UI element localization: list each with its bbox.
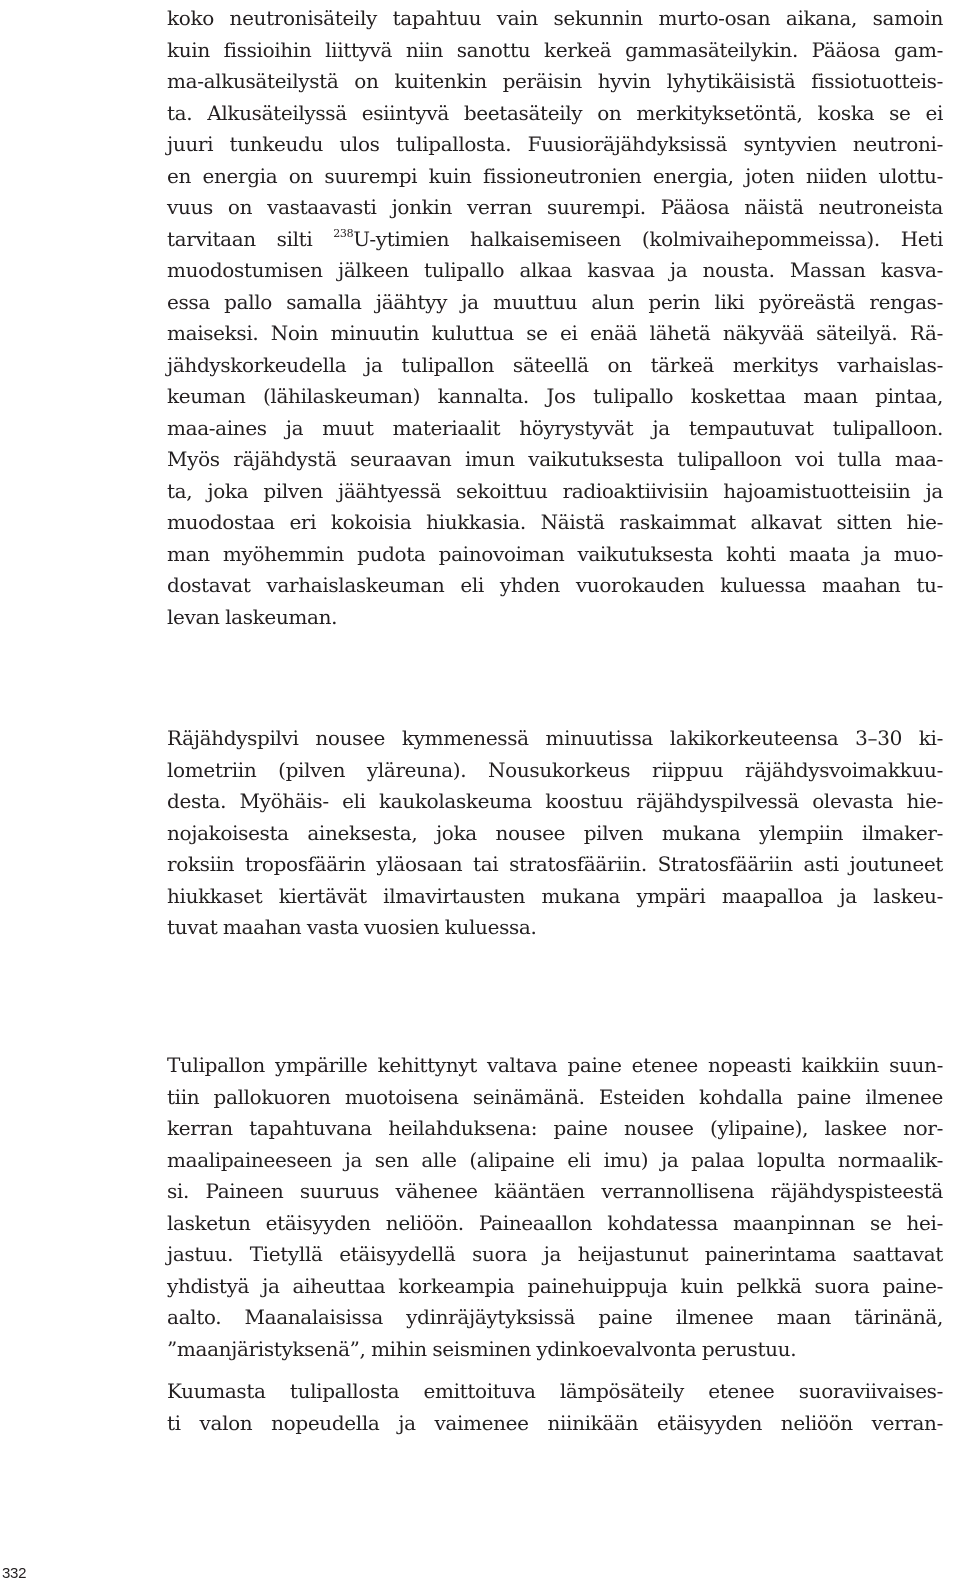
- text-line: essa pallo samalla jäähtyy ja muuttuu alun perin liki pyöreästä rengas-: [167, 289, 943, 314]
- isotope-superscript: 238: [333, 226, 354, 240]
- text-line: man myöhemmin pudota painovoiman vaikutuksesta kohti maata ja muo-: [167, 541, 943, 566]
- text-line: muodostaa eri kokoisia hiukkasia. Näistä raskaimmat alkavat sitten hie-: [167, 510, 943, 534]
- text-line: levan laskeuman.: [167, 604, 338, 629]
- text-line: ti valon nopeudella ja vaimenee niinikään etäisyyden neliöön verran-: [167, 1410, 943, 1435]
- paragraph: [167, 1376, 943, 1439]
- text-line: Kuumasta tulipallosta emittoituva lämpösäteily etenee suoraviivaises-: [167, 1379, 943, 1403]
- text-line: keuman (lähilaskeuman) kannalta. Jos tulipallo koskettaa maan pintaa,: [167, 384, 943, 408]
- text-line: hiukkaset kiertävät ilmavirtausten mukana ympäri maapalloa ja laskeu-: [167, 883, 943, 908]
- text-line: koko neutronisäteily tapahtuu vain sekunnin murto-osan aikana, samoin: [167, 6, 943, 30]
- text-line: tiin pallokuoren muotoisena seinämänä. Esteiden kohdalla paine ilmenee: [167, 1084, 943, 1109]
- text-line: jastuu. Tietyllä etäisyydellä suora ja heijastunut painerintama saattavat: [167, 1242, 943, 1266]
- text-line: juuri tunkeudu ulos tulipallosta. Fuusioräjähdyksissä syntyvien neutroni-: [167, 132, 943, 156]
- text-line: tuvat maahan vasta vuosien kuluessa.: [167, 915, 537, 939]
- paragraph: [167, 1050, 943, 1365]
- text-line: en energia on suurempi kuin fissioneutronien energia, joten niiden ulottu-: [167, 163, 943, 188]
- text-line: maiseksi. Noin minuutin kuluttua se ei enää lähetä näkyvää säteilyä. Rä-: [167, 321, 943, 345]
- text-line: roksiin troposfäärin yläosaan tai stratosfääriin. Stratosfääriin asti joutuneet: [167, 852, 943, 876]
- text-line: Räjähdyspilvi nousee kymmenessä minuutissa lakikorkeuteensa 3–30 ki-: [167, 726, 943, 750]
- text-line: lometriin (pilven yläreuna). Nousukorkeus riippuu räjähdysvoimakkuu-: [167, 757, 943, 782]
- text-line: lasketun etäisyyden neliöön. Paineaallon kohdatessa maanpinnan se hei-: [167, 1210, 943, 1235]
- paragraph: [167, 3, 943, 633]
- text-line: Myös räjähdystä seuraavan imun vaikutuksesta tulipalloon voi tulla maa-: [167, 447, 943, 471]
- text-line: kuin fissioihin liittyvä niin sanottu kerkeä gammasäteilykin. Pääosa gam-: [167, 37, 943, 62]
- text-line: aalto. Maanalaisissa ydinräjäytyksissä paine ilmenee maan tärinänä,: [167, 1305, 943, 1329]
- text-line: desta. Myöhäis- eli kaukolaskeuma koostuu räjähdyspilvessä olevasta hie-: [167, 789, 943, 813]
- text-line: ma-alkusäteilystä on kuitenkin peräisin hyvin lyhytikäisistä fissiotuotteis-: [167, 69, 943, 93]
- text-line: maalipaineeseen ja sen alle (alipaine eli imu) ja palaa lopulta normaalik-: [167, 1147, 943, 1172]
- text-line: tarvitaan silti $^{238}$U-ytimien halkaisemiseen (kolmivaihepommeissa). Heti: [167, 226, 944, 251]
- text-line: kerran tapahtuvana heilahduksena: paine nousee (ylipaine), laskee nor-: [167, 1116, 943, 1140]
- text-line: dostavat varhaislaskeuman eli yhden vuorokauden kuluessa maahan tu-: [167, 573, 943, 597]
- text-line: maa-aines ja muut materiaalit höyrystyvät ja tempautuvat tulipalloon.: [167, 415, 943, 440]
- text-line: jähdyskorkeudella ja tulipallon säteellä on tärkeä merkitys varhaislas-: [167, 352, 943, 377]
- text-line: ta, joka pilven jäähtyessä sekoittuu radioaktiivisiin hajoamistuotteisiin ja: [167, 478, 943, 503]
- text-line: yhdistyä ja aiheuttaa korkeampia painehuippuja kuin pelkkä suora paine-: [167, 1273, 943, 1298]
- text-line: Tulipallon ympärille kehittynyt valtava paine etenee nopeasti kaikkiin suun-: [167, 1053, 943, 1077]
- text-line: nojakoisesta aineksesta, joka nousee pilven mukana ylempiin ilmaker-: [167, 820, 943, 845]
- text-line: ta. Alkusäteilyssä esiintyvä beetasäteily on merkityksetöntä, koska se ei: [167, 100, 943, 125]
- page-number: 332: [2, 1565, 27, 1582]
- text-line: muodostumisen jälkeen tulipallo alkaa kasvaa ja nousta. Massan kasva-: [167, 258, 943, 282]
- text-line: ”maanjäristyksenä”, mihin seisminen ydinkoevalvonta perustuu.: [167, 1336, 797, 1361]
- text-line: vuus on vastaavasti jonkin verran suurempi. Pääosa näistä neutroneista: [167, 195, 943, 219]
- paragraph: [167, 723, 943, 944]
- text-line: si. Paineen suuruus vähenee kääntäen verrannollisena räjähdyspisteestä: [167, 1179, 943, 1203]
